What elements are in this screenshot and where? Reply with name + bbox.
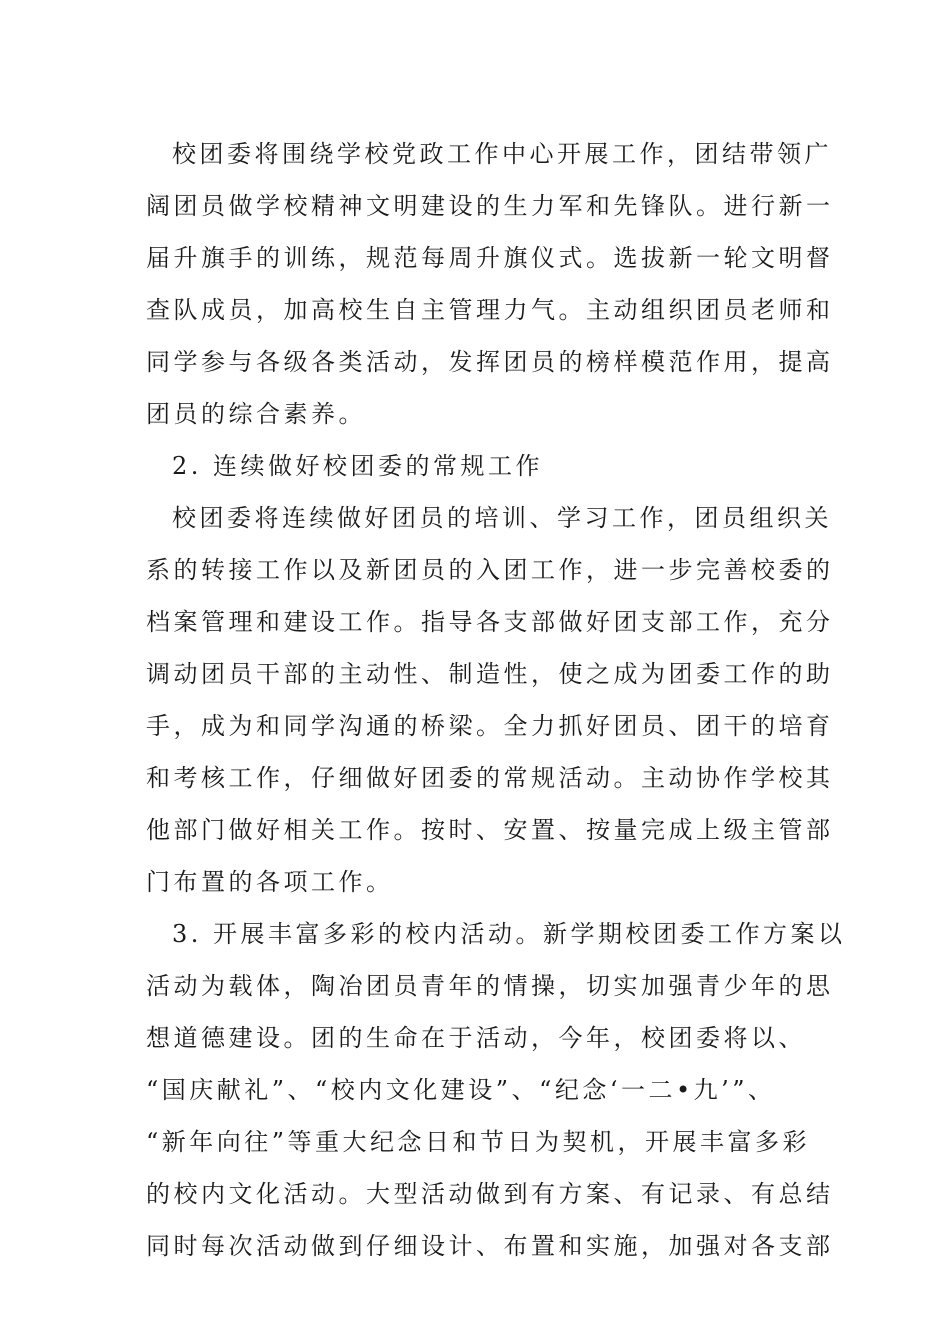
paragraph-1-line-1: 校团委将围绕学校党政工作中心开展工作，团结带领广: [172, 140, 832, 168]
paragraph-3-line-1: 3. 开展丰富多彩的校内活动。新学期校团委工作方案以: [172, 920, 846, 948]
paragraph-3-line-5: “新年向往”等重大纪念日和节日为契机，开展丰富多彩: [146, 1128, 811, 1156]
paragraph-3-line-4: “国庆献礼”、“校内文化建设”、“纪念‘一二•九’”、: [146, 1076, 776, 1104]
paragraph-2-line-5: 手，成为和同学沟通的桥梁。全力抓好团员、团干的培育: [146, 712, 834, 740]
paragraph-2-line-6: 和考核工作，仔细做好团委的常规活动。主动协作学校其: [146, 764, 834, 792]
paragraph-1-line-6: 团员的综合素养。: [146, 400, 366, 428]
paragraph-2-line-8: 门布置的各项工作。: [146, 868, 394, 896]
paragraph-3-line-6: 的校内文化活动。大型活动做到有方案、有记录、有总结: [146, 1180, 834, 1208]
document-body: [146, 128, 846, 1272]
paragraph-2-line-4: 调动团员干部的主动性、制造性，使之成为团委工作的助: [146, 660, 834, 688]
paragraph-1-line-4: 查队成员，加高校生自主管理力气。主动组织团员老师和: [146, 296, 834, 324]
paragraph-3-line-3: 想道德建设。团的生命在于活动，今年，校团委将以、: [146, 1024, 806, 1052]
paragraph-2-line-2: 系的转接工作以及新团员的入团工作，进一步完善校委的: [146, 556, 834, 584]
paragraph-2-line-1: 校团委将连续做好团员的培训、学习工作，团员组织关: [172, 504, 832, 532]
paragraph-1-line-5: 同学参与各级各类活动，发挥团员的榜样模范作用，提高: [146, 348, 834, 376]
paragraph-3-line-7: 同时每次活动做到仔细设计、布置和实施，加强对各支部: [146, 1232, 834, 1260]
paragraph-3-line-2: 活动为载体，陶冶团员青年的情操，切实加强青少年的思: [146, 972, 834, 1000]
paragraph-2-line-3: 档案管理和建设工作。指导各支部做好团支部工作，充分: [146, 608, 834, 636]
paragraph-2-line-7: 他部门做好相关工作。按时、安置、按量完成上级主管部: [146, 816, 834, 844]
paragraph-1-line-2: 阔团员做学校精神文明建设的生力军和先锋队。进行新一: [146, 192, 834, 220]
section-heading-2: 2. 连续做好校团委的常规工作: [172, 452, 544, 480]
paragraph-1-line-3: 届升旗手的训练，规范每周升旗仪式。选拔新一轮文明督: [146, 244, 834, 272]
